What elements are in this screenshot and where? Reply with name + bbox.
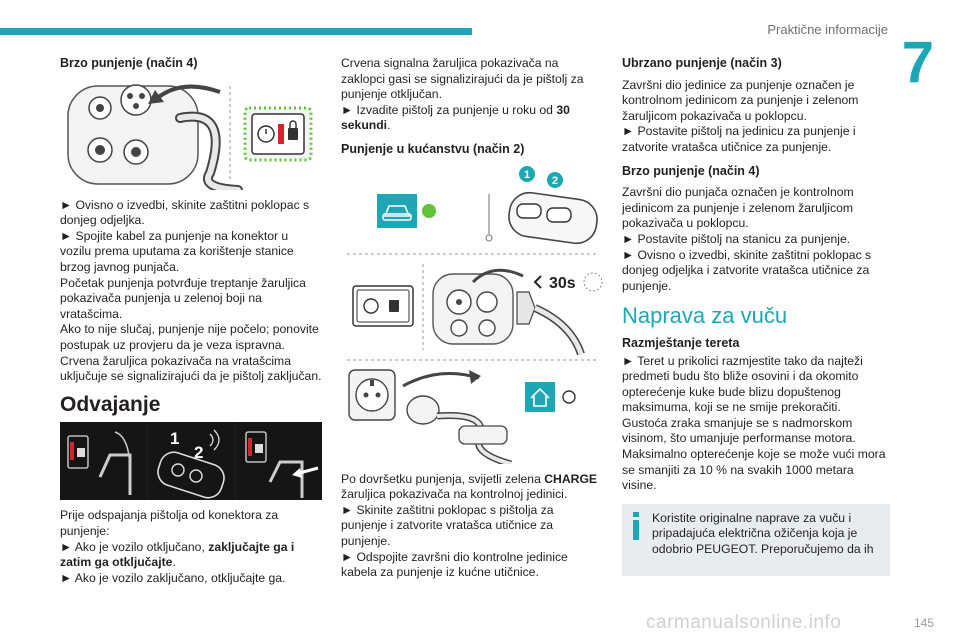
charge-label: CHARGE [544, 471, 598, 486]
fast-charge-step-1: ► Ovisno o izvedbi, skinite zaštitni poklopac s donjeg odjeljka. [60, 197, 310, 228]
car-icon [377, 194, 417, 228]
info-note-text: Koristite originalne naprave za vuču i pripadajuća električna ožičenja koja je odobrio PEUGEOT. Preporučujemo da ih [652, 510, 874, 557]
charge-complete-text-c: žaruljica pokazivača na kontrolnoj jedinici. [341, 487, 568, 502]
load-distribution-step: ► Teret u prikolici razmjestite tako da najteži predmeti budu što bliže osovini i da okomito opterećenje kuke bude blizu dopuštenog maksimuma, koji se ne smije prekoračiti. [622, 353, 863, 415]
unplug-step-unlocked-end: . [172, 555, 176, 570]
accelerated-charge-text: Završni dio jedinice za punjenje označen je kontrolnom jedinicom za punjenje i zelenom žaruljicom pokazivača u poklopcu. [622, 77, 859, 123]
charge-complete-text [341, 472, 603, 503]
info-icon [630, 512, 642, 540]
home-icon [525, 382, 555, 412]
towing-device-heading: Naprava za vuču [622, 303, 788, 329]
unplug-intro: Prije odspajanja pištolja od konektora za punjenje: [60, 508, 279, 538]
home-charge-heading: Punjenje u kućanstvu (način 2) [341, 141, 525, 156]
unplug-step-unlocked-text: ► Ako je vozilo otključano, [60, 539, 209, 554]
lock-indicator-panel [353, 286, 413, 326]
column-3 [622, 56, 890, 576]
page-number: 145 [913, 616, 934, 630]
header-accent-bar [0, 28, 472, 35]
charge-complete-text-a: Po dovršetku punjenja, svijetli zelena [341, 471, 545, 486]
home-step-disconnect: ► Odspojite završni dio kontrolne jedinice kabela za punjenje iz kućne utičnice. [341, 549, 568, 580]
column-2 [341, 56, 603, 581]
home-step-label-2: 2 [551, 174, 559, 187]
remove-gun-step-bold: 30 sekundi [341, 102, 570, 133]
unplug-step-locked: ► Ako je vozilo zaključano, otključajte ga. [60, 570, 286, 585]
unplug-step-label-2: 2 [194, 443, 204, 463]
home-step-close-flap: ► Skinite zaštitni poklopac s pištolja za punjenje i zatvorite vratašca utičnice za punjenje. [341, 502, 554, 548]
home-charge-illustration [341, 164, 603, 464]
unplug-step-unlocked [60, 540, 322, 571]
fast-charge-heading-2: Brzo punjenje (način 4) [622, 163, 760, 178]
fast-charge-step-col3-1: ► Postavite pištolj na stanicu za punjenje. [622, 231, 851, 246]
unplug-step-label-1: 1 [170, 429, 180, 449]
accelerated-charge-step: ► Postavite pištolj na jedinicu za punjenje i zatvorite vratašca utičnice za punjenje. [622, 124, 856, 154]
remove-gun-step-end: . [387, 118, 391, 133]
charge-indicator-off [563, 391, 575, 403]
unplug-illustration [60, 422, 322, 500]
unplug-step-unlocked-bold: zaključajte ga i zatim ga otključajte [60, 539, 295, 570]
fast-charge-text-3: Početak punjenja potvrđuje treptanje žaruljica pokazivača punjenja u zelenoj boji na vratašcima. [60, 275, 306, 321]
charging-plug [407, 396, 511, 464]
fast-charge-step-2: ► Spojite kabel za punjenje na konektor u vozilu prema uputama za korištenje stanice brzog javnog punjača. [60, 228, 294, 274]
info-note [622, 504, 890, 576]
timer-icon [535, 273, 602, 292]
fast-charge-text-5: Crvena žaruljica pokazivača na vratašcima uključuje se signalizirajući da je pištolj zaključan. [60, 353, 322, 384]
column-1 [60, 56, 322, 586]
timer-label: 30s [549, 274, 576, 292]
unplug-heading: Odvajanje [60, 392, 161, 416]
unlock-indicator-text: Crvena signalna žaruljica pokazivača na zaklopci gasi se signalizirajući da je pištolj za punjenje otključan. [341, 56, 584, 102]
fast-charge-step-col3-2: ► Ovisno o izvedbi, skinite zaštitni poklopac s donjeg odjeljka i zatvorite vratašca utičnice za punjenje. [622, 247, 872, 293]
load-distribution-heading: Razmještanje tereta [622, 335, 740, 350]
fast-charge-illustration [60, 78, 322, 190]
watermark: carmanualsonline.info [646, 612, 842, 633]
accelerated-charge-heading: Ubrzano punjenje (način 3) [622, 56, 782, 70]
fast-charge-heading: Brzo punjenje (način 4) [60, 56, 198, 70]
section-title: Praktične informacije [767, 22, 888, 37]
lock-indicator-panel [245, 108, 311, 160]
remove-gun-step-text: ► Izvadite pištolj za punjenje u roku od [341, 102, 557, 117]
home-step-label-1: 1 [523, 168, 531, 181]
fast-charge-text-4: Ako to nije slučaj, punjenje nije počelo; ponovite postupak uz provjeru da je veza ispravna. [60, 322, 319, 352]
load-distribution-text: Gustoća zraka smanjuje se s nadmorskom visinom, što umanjuje performanse motora. Maksimalno opterećenje koje se može vući mora se smanjiti za 10 % na svakih 1000 metara visine. [622, 415, 886, 493]
green-indicator-light [422, 204, 436, 218]
fast-charge-text-col3: Završni dio punjača označen je kontrolnom jedinicom za punjenje i zelenom žaruljicom pokazivača u poklopcu. [622, 185, 854, 231]
socket-icon [349, 370, 395, 420]
key-fob-icon [506, 190, 599, 246]
remove-gun-step [341, 103, 603, 134]
chapter-number: 7 [901, 30, 934, 95]
